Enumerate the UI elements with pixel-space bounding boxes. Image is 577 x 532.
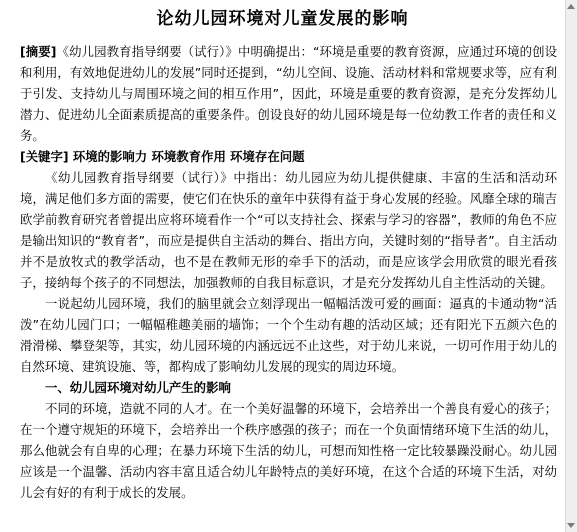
scroll-up-arrow-icon[interactable]	[567, 4, 575, 9]
body-paragraph-3: 不同的环境，造就不同的人才。在一个美好温馨的环境下，会培养出一个善良有爱心的孩子；在一个遵守规矩的环境下，会培养出一个秩序感强的孩子；而在一个负面情绪环境下生活的幼儿，那么他就会有自卑的心理；在暴力环境下生活的幼儿，可想而知性格一定比较暴躁没耐心。幼儿园应该是一个温馨、活动内容丰富且适合幼儿年龄特点的美好环境，在这个合适的环境下生活，对幼儿会有好的有利于成长的发展。	[20, 401, 557, 500]
abstract-label: [摘要]	[20, 44, 57, 59]
document-body	[20, 41, 557, 503]
scroll-down-arrow-icon[interactable]	[567, 523, 575, 528]
document-title: 论幼儿园环境对儿童发展的影响	[156, 9, 409, 29]
abstract-paragraph	[20, 41, 557, 146]
keywords-paragraph	[20, 146, 557, 167]
keywords-text: 环境的影响力 环境教育作用 环境存在问题	[72, 149, 305, 164]
body-paragraph-1: 《幼儿园教育指导纲要（试行）》中指出：幼儿园应为幼儿提供健康、丰富的生活和活动环境，满足他们多方面的需要，使它们在快乐的童年中获得有益于身心发展的经验。风靡全球的瑞吉欧学前教育研究者曾提出应将环境看作一个“可以支持社会、探索与学习的容器”，教师的角色不应是输出知识的“教育者”，而应是提供自主活动的舞台、指出方向，关键时刻的“指导者”。自主活动并不是放牧式的教学活动，也不是在教师无形的牵手下的活动，而是应该学会用欣赏的眼光看孩子，接纳每个孩子的不同想法，加强教师的自我目标意识，才是充分发挥幼儿自主性活动的关键。	[20, 170, 557, 290]
abstract-text: 《幼儿园教育指导纲要（试行）》中明确提出：“环境是重要的教育资源，应通过环境的创设和利用，有效地促进幼儿的发展”同时还提到，“幼儿空间、设施、活动材料和常规要求等，应有利于引发、支持幼儿与周围环境之间的相互作用”，因此，环境是重要的教育资源，是充分发挥幼儿潜力、促进幼儿全面素质提高的重要条件。创设良好的幼儿园环境是每一位幼教工作者的责任和义务。	[20, 44, 557, 143]
vertical-scrollbar[interactable]	[565, 0, 577, 532]
section-heading-1: 一、幼儿园环境对幼儿产生的影响	[45, 380, 231, 395]
keywords-label: [关键字]	[20, 149, 69, 164]
body-paragraph-2: 一说起幼儿园环境，我们的脑里就会立刻浮现出一幅幅活泼可爱的画面：逼真的卡通动物“活泼”在幼儿园门口；一幅幅稚趣美丽的墙饰；一个个生动有趣的活动区域；还有阳光下五颜六色的滑滑梯、攀登架等，其实，幼儿园环境的内涵远远不止这些，对于幼儿来说，一切可作用于幼儿的自然环境、建筑设施、等，都构成了影响幼儿发展的现实的周边环境。	[20, 296, 557, 374]
